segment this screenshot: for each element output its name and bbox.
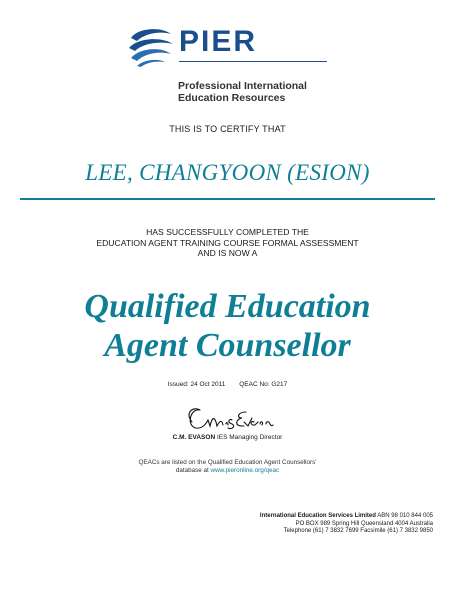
address-line-1 xyxy=(183,513,433,521)
award-line-2: Agent Counsellor xyxy=(104,327,351,364)
pier-logo-icon xyxy=(127,24,175,68)
qeac-note-line-1: QEACs are listed on the Qualified Education Agent Counsellors' xyxy=(138,459,317,466)
logo-divider xyxy=(179,61,327,62)
completion-line-1: HAS SUCCESSFULLY COMPLETED THE xyxy=(146,227,309,237)
recipient-name: LEE, CHANGYOON (ESION) xyxy=(85,160,370,185)
qeac-note xyxy=(0,459,455,475)
issued-date: Issued: 24 Oct 2011 xyxy=(167,381,226,388)
certify-preamble: THIS IS TO CERTIFY THAT xyxy=(169,124,286,134)
address-line-2: PO BOX 989 Spring Hill Queensland 4004 Australia xyxy=(295,520,433,527)
award-line-1: Qualified Education xyxy=(84,288,371,325)
logo-wordmark: PIER xyxy=(179,25,258,58)
signature-image xyxy=(180,404,275,434)
org-name: International Education Services Limited xyxy=(259,513,376,519)
org-abn: ABN 98 010 844 005 xyxy=(377,513,433,519)
completion-statement xyxy=(0,227,455,259)
tagline-line-2: Education Resources xyxy=(178,92,286,104)
qeac-database-link[interactable]: www.pieronline.org/qeac xyxy=(210,467,280,474)
qeac-note-line-2 xyxy=(0,467,455,475)
qeac-number: QEAC No: G217 xyxy=(239,381,288,388)
logo-tagline xyxy=(178,80,307,104)
address-line-3: Telephone (61) 7 3832 7699 Facsimile (61) 7 3832 9850 xyxy=(283,528,433,535)
completion-line-3: AND IS NOW A xyxy=(197,248,258,258)
qeac-note-prefix: database at xyxy=(175,467,209,474)
completion-line-2: EDUCATION AGENT TRAINING COURSE FORMAL ASSESSMENT xyxy=(96,237,359,248)
issue-details xyxy=(0,381,455,388)
organization-address xyxy=(183,513,433,536)
award-title xyxy=(0,287,455,365)
signatory-title: IES Managing Director xyxy=(216,434,283,441)
signatory xyxy=(0,434,455,441)
recipient-divider xyxy=(20,198,435,200)
tagline-line-1: Professional International xyxy=(178,80,307,92)
signatory-name: C.M. EVASON xyxy=(172,434,216,441)
